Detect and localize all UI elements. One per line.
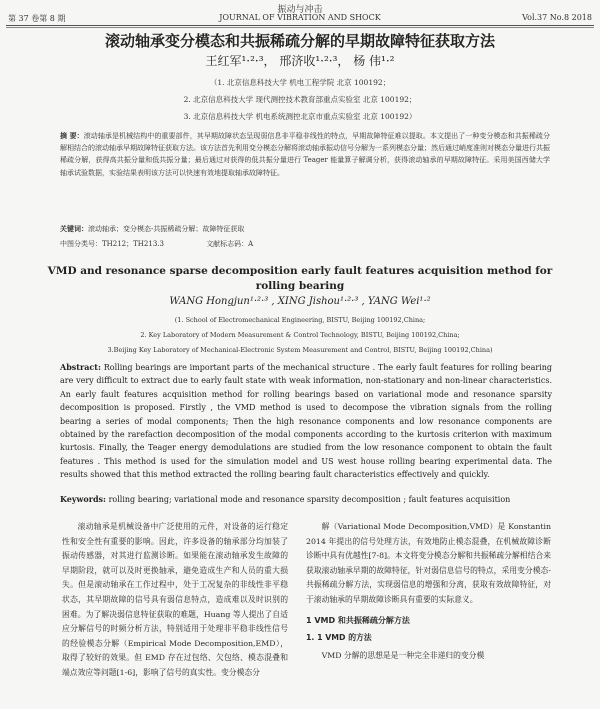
title-english: VMD and resonance sparse decomposition early fault features acquisition method for rolling bearing [47,265,553,292]
abstract-en-label: Abstract: [60,362,101,372]
keywords-en-label: Keywords: [60,494,107,504]
keywords-chinese [60,224,550,234]
keywords-cn-text: 滚动轴承；变分模态-共振稀疏分解；故障特征获取 [88,225,245,233]
header-rule-thin [6,27,594,28]
header-rule [6,25,594,26]
classification-chinese [60,239,550,249]
abstract-cn-text: 滚动轴承是机械结构中的重要部件，其早期故障状态呈现弱信息非平稳非线性的特点，早期故障特征难以提取。本文提出了一种变分模态和共振稀疏分解相结合的滚动轴承早期故障特征获取方法。该方法首先利用变分模态分解将滚动轴承振动信号分解为一系列模态分量；然后通过峭度准则对模态分量进行共振稀疏分解，获得高共振分量和低共振分量；最后通过对获得的低共振分量进行 Teager 能量算子解调分析，获得滚动轴承的早期故障特征。采用美国西储大学轴承试验数据，实验结果表明该方法可以快速有效地提取轴承故障特征。 [60,132,550,177]
running-head: 振动与冲击 [277,5,323,15]
subsection-heading: 1. 1 VMD 的方法 [306,633,372,643]
abstract-cn-label: 摘 要： [60,132,84,140]
keywords-english [60,494,552,504]
abstract-en-text: Rolling bearings are important parts of the mechanical structure . The early fault features for rolling bearing are very difficult to extract due to early fault state with weak information, non-stationary and non-linear characteristics. An early fault features acquisition method for rolling bearings based on variational mode and resonance sparsity decomposition is proposed. Firstly , the VMD method is used to decompose the vibration signals from the rolling bearing a series of modal components; Then the high resonance components and low resonance components are obtained by the rarefaction decomposition of the modal components according to the kurtosis criterion with maximum kurtosis. Finally, the Teager energy demodulations are studied from the low resonance component to obtain the fault features . This method is used for the simulation model and US west house rolling bearing experimental data. The results showed that this method extracted the rolling bearing fault characteristics effectively and quickly. [60,363,553,480]
body-column-left [62,520,288,681]
affiliation-line: 2. 北京信息科技大学 现代测控技术教育部重点实验室 北京 100192； [183,95,417,104]
body-paragraph: 滚动轴承是机械设备中广泛使用的元件，对设备的运行稳定性和安全性有重要的影响。因此，许多设备的轴承部分均加装了振动传感器，对其进行监测诊断。如果能在滚动轴承发生故障的早期阶段，就可以及时更换轴承，避免造成生产和人员的重大损失。但是滚动轴承在工作过程中，处于工况复杂的非线性非平稳状态，其早期故障的信号具有弱信息特点，造成难以及时识别的困难。为了解决弱信息特征获取的难题，Huang 等人提出了自适应分解信号的时频分析方法，特别适用于处理非平稳非线性信号的经验模态分解（Empirical Mode Decomposition,EMD），取得了较好的效果。但 EMD 存在过包络、欠包络、模态混叠和端点效应等问题[1-6]，影响了信号的真实性。变分模态分 [62,522,288,677]
authors-chinese: 王红军¹·²·³， 邢济收¹·²·³， 杨 伟¹·² [205,54,395,68]
header-journal: JOURNAL OF VIBRATION AND SHOCK [219,13,381,22]
body-paragraph: 解（Variational Mode Decomposition,VMD）是 Konstantin 2014 年提出的信号处理方法，有效地防止模态混叠，在机械故障诊断诊断中具有优越性[7-8]。本文将变分模态分解和共振稀疏分解相结合来获取滚动轴承早期的故障特征，针对弱信息信号的特点，采用变分模态-共振稀疏分解方法，实现弱信息的增强和分离，获取有效故障特征，对于滚动轴承的早期故障诊断具有重要的实际意义。 [306,522,551,604]
header-issue: 第 37 卷第 8 期 [8,14,66,23]
keywords-cn-label: 关键词： [60,224,88,233]
affiliations-english [0,313,600,358]
affiliation-line: 3.Beijing Key Laboratory of Mechanical-Electronic System Measurement and Control, BISTU, Beijing 100192,China) [107,346,493,354]
clc-number: 中图分类号：TH212；TH213.3 [60,240,164,248]
affiliation-line: （1. 北京信息科技大学 机电工程学院 北京 100192； [209,78,391,87]
keywords-en-text: rolling bearing; variational mode and resonance sparsity decomposition ; fault features acquisition [108,495,511,504]
affiliations-chinese [0,74,600,125]
title-chinese: 滚动轴承变分模态和共振稀疏分解的早期故障特征获取方法 [104,32,495,50]
affiliation-line: (1. School of Electromechanical Engineering, BISTU, Beijing 100192,China; [174,316,426,324]
body-column-right [306,520,551,663]
document-code: 文献标志码：A [206,240,254,248]
page-header [8,13,592,25]
body-paragraph: VMD 分解的思想是是一种完全非递归的变分模 [321,650,485,660]
authors-english: WANG Hongjun¹·²·³ , XING Jishou¹·²·³ , YANG Wei¹·² [169,296,431,307]
section-heading: 1 VMD 和共振稀疏分解方法 [306,615,410,625]
abstract-english [60,361,552,482]
affiliation-line: 2. Key Laboratory of Modern Measurement & Control Technology, BISTU, Beijing 100192,China; [140,331,460,339]
affiliation-line: 3. 北京信息科技大学 机电系统测控北京市重点实验室 北京 100192） [183,112,417,121]
header-volume: Vol.37 No.8 2018 [522,13,592,22]
abstract-chinese [60,130,550,179]
